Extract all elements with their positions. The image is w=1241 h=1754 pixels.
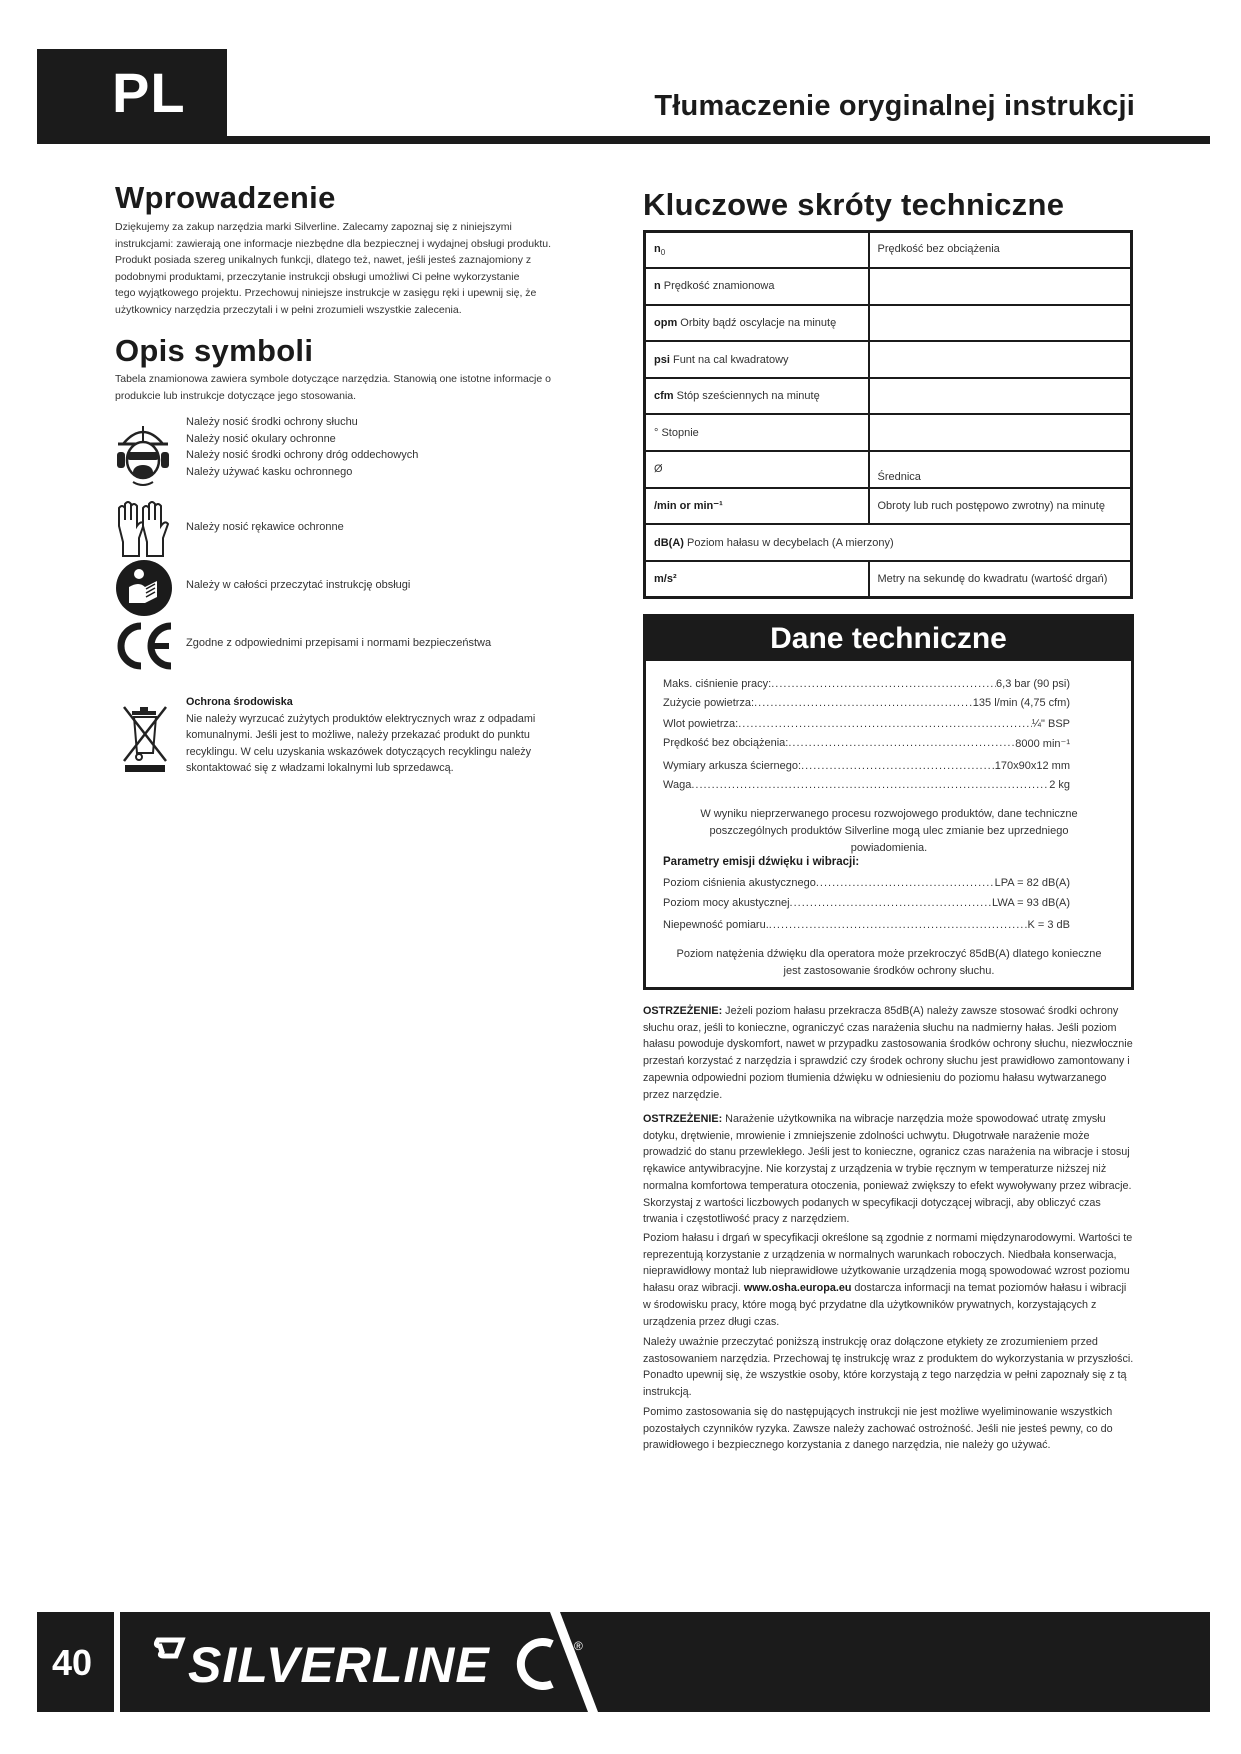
table-row — [645, 305, 1132, 342]
footer-slash-decoration — [540, 1612, 600, 1712]
abbr-meaning-cell — [869, 305, 1132, 342]
warning-noise: OSTRZEŻENIE: Jeżeli poziom hałasu przekracza 85dB(A) należy zawsze stosować środki ochrony słuchu oraz, jeśli to konieczne, ograniczyć czas narażenia słuchu na nadmierny hałas. Jeśli poziom hałasu powoduje dyskomfort, nawet w przypadku zastosowania środków ochrony słuchu, niezwłocznie przestań korzystać z narzędzia i sprawdzić czy środek ochrony słuchu jest prawidłowo zamontowany i zapewnia odpowiedni poziom tłumienia dźwięku w odniesieniu do poziomu hałasu wytwarzanego przez narzędzie. — [643, 1005, 1133, 1101]
hearing-eye-respiratory-helmet-icon — [113, 422, 173, 488]
intro-heading: Wprowadzenie — [115, 180, 336, 215]
tech-row: Wlot powietrza: ..... ¼" BSP — [663, 718, 1070, 730]
table-row — [645, 414, 1132, 451]
gloves-icon — [113, 500, 175, 560]
abbreviations-table — [643, 230, 1133, 599]
table-row — [645, 524, 1132, 561]
abbr-key-cell: psi Funt na cal kwadratowy — [645, 341, 869, 378]
emission-row: Poziom mocy akustycznej ..... LWA = 93 dB(A) — [663, 897, 1070, 909]
ce-mark-icon — [113, 618, 175, 674]
registered-mark: ® — [574, 1639, 583, 1653]
abbr-key-cell: ° Stopnie — [645, 414, 869, 451]
tech-row: Prędkość bez obciążenia: ..... 8000 min⁻¹ — [663, 737, 1070, 750]
symbol-4-text: Zgodne z odpowiednimi przepisami i normami bezpieczeństwa — [186, 637, 492, 649]
abbr-key-cell: n Prędkość znamionowa — [645, 268, 869, 305]
table-row — [645, 268, 1132, 305]
symbols-heading: Opis symboli — [115, 333, 314, 368]
abbr-meaning-cell — [869, 341, 1132, 378]
abbr-meaning-cell — [869, 268, 1132, 305]
read-manual-icon — [115, 559, 173, 617]
abbr-key-cell: cfm Stóp sześciennych na minutę — [645, 378, 869, 415]
header-rule — [37, 136, 1210, 144]
symbol-5-text: Ochrona środowiska Nie należy wyrzucać zużytych produktów elektrycznych wraz z odpadami komunalnymi. Jeśli jest to możliwe, należy przekazać produkt do punktu recyklingu. W celu uzyskania wskazówek dotyczących recyklingu należy skontaktować się z władzami lokalnymi lub sprzedawcą. — [186, 696, 536, 774]
table-row — [645, 378, 1132, 415]
emission-heading: Parametry emisji dźwięku i wibracji: — [663, 856, 860, 868]
abbr-meaning-cell: Obroty lub ruch postępowo zwrotny) na minutę — [869, 488, 1132, 525]
abbr-meaning-cell — [869, 378, 1132, 415]
tech-data-box — [643, 614, 1134, 990]
page-title: Tłumaczenie oryginalnej instrukcji — [654, 90, 1135, 122]
noise-vibration-paragraph: Poziom hałasu i drgań w specyfikacji określone są zgodnie z normami międzynarodowymi. Wartości te reprezentują korzystanie z urządzenia w normalnych warunkach roboczych. Niedbała konserwacja, nieprawidłowy montaż lub nieprawidłowe użytkowanie urządzenia mogą spowodować wzrost poziomu hałasu oraz wibracji. www.osha.europa.eu dostarcza informacji na temat poziomów hałasu i wibracji w środowisku pracy, które mogą być przydatne dla użytkowników prywatnych, korzystających z urządzenia przez długi czas. — [643, 1232, 1133, 1328]
symbol-1-text: Należy nosić środki ochrony słuchu Należy nosić okulary ochronne Należy nosić środki ochrony dróg oddechowych Należy używać kasku ochronnego — [186, 416, 419, 478]
residual-risk-paragraph: Pomimo zastosowania się do następujących instrukcji nie jest możliwe wyeliminowanie wszystkich pozostałych czynników ryzyka. Zawsze należy zachować ostrożność. Jeśli nie jesteś pewny, co do prawidłowego i bezpiecznego korzystania z danego narzędzia, nie należy go używać. — [643, 1406, 1113, 1452]
abbr-meaning-cell: Prędkość bez obciążenia — [869, 232, 1132, 269]
emission-row: Poziom ciśnienia akustycznego ..... LPA = 82 dB(A) — [663, 877, 1070, 889]
symbol-3-text: Należy w całości przeczytać instrukcję obsługi — [186, 579, 411, 591]
abbr-meaning-cell: Średnica — [869, 451, 1132, 488]
intro-paragraph: Dziękujemy za zakup narzędzia marki Silverline. Zalecamy zapoznaj się z niniejszymi instrukcjami: zawierają one informacje niezbędne dla bezpiecznej i wydajnej obsługi produktu. Produkt posiada szereg unikalnych funkcji, dlatego też, nawet, jeśli jesteś zaznajomiony z podobnymi produktami, przeczytanie instrukcji obsługi umożliwi Ci pełne wykorzystanie tego wyjątkowego projektu. Przechowuj niniejsze instrukcje w zasięgu ręki i upewnij się, że użytkownicy narzędzia przeczytali i w pełni zrozumieli wszystkie zalecenia. — [115, 221, 551, 316]
tech-row: Wymiary arkusza ściernego: ..... 170x90x12 mm — [663, 760, 1070, 772]
warning-vibration: OSTRZEŻENIE: Narażenie użytkownika na wibracje narzędzia może spowodować utratę zmysłu dotyku, drętwienie, mrowienie i zmniejszenie zdolności uchwytu. Długotrwałe narażenie może prowadzić do stanu przewlekłego. Jeśli jest to konieczne, ogranicz czas narażenia na wibracje i stosuj rękawice antywibracyjne. Nie korzystaj z urządzenia w trybie ręcznym w temperaturze niższej niż normalna komfortowa temperatura otoczenia, ponieważ zwiększy to efekt wywoływany przez wibracje. Skorzystaj z wartości liczbowych podanych w specyfikacji dotyczącej wibracji, aby obliczyć czas trwania i częstotliwość pracy z narzędziem. — [643, 1113, 1132, 1226]
table-row — [645, 341, 1132, 378]
brand-text: SILVERLINE — [188, 1637, 490, 1693]
footer-separator — [114, 1612, 120, 1712]
tech-note: W wyniku nieprzerwanego procesu rozwojowego produktów, dane techniczne poszczególnych produktów Silverline mogą ulec zmianie bez uprzedniego powiadomienia. — [700, 808, 1078, 854]
weee-bin-icon — [122, 703, 168, 773]
silverline-logo — [152, 1632, 602, 1694]
symbols-intro: Tabela znamionowa zawiera symbole dotyczące narzędzia. Stanowią one istotne informacje o produkcie lub instrukcje dotyczące jego stosowania. — [115, 373, 551, 402]
tech-row: Maks. ciśnienie pracy: ..... 6,3 bar (90 psi) — [663, 678, 1070, 690]
abbr-key-cell: $n_0$ — [645, 232, 869, 269]
language-code: PL — [112, 61, 186, 124]
abbreviations-heading: Kluczowe skróty techniczne — [643, 187, 1065, 222]
abbr-key-cell: m/s² — [645, 561, 869, 598]
abbr-key-cell: dB(A) Poziom hałasu w decybelach (A mierzony) — [645, 524, 1132, 561]
table-row — [645, 232, 1132, 269]
tech-row: Zużycie powietrza: ..... 135 l/min (4,75 cfm) — [663, 697, 1070, 709]
abbr-key-cell: /min or min⁻¹ — [645, 488, 869, 525]
tech-row: Waga ..... 2 kg — [663, 779, 1070, 791]
table-row — [645, 451, 1132, 488]
symbol-2-text: Należy nosić rękawice ochronne — [186, 521, 344, 533]
page-number: 40 — [52, 1642, 93, 1683]
abbr-key-cell: opm Orbity bądź oscylacje na minutę — [645, 305, 869, 342]
table-row — [645, 488, 1132, 525]
emission-row: Niepewność pomiaru. ..... K = 3 dB — [663, 919, 1070, 931]
emission-note: Poziom natężenia dźwięku dla operatora może przekroczyć 85dB(A) dlatego konieczne jest zastosowanie środków ochrony słuchu. — [676, 948, 1102, 977]
abbr-key-cell: Ø — [645, 451, 869, 488]
abbr-meaning-cell — [869, 414, 1132, 451]
abbr-meaning-cell: Metry na sekundę do kwadratu (wartość drgań) — [869, 561, 1132, 598]
tech-data-heading: Dane techniczne — [646, 617, 1131, 661]
osha-link: www.osha.europa.eu — [743, 1282, 852, 1295]
read-instructions-paragraph: Należy uważnie przeczytać poniższą instrukcję oraz dołączone etykiety ze zrozumieniem przed zastosowaniem narzędzia. Przechowaj tę instrukcję wraz z produktem do wykorzystania w przyszłości. Ponadto upewnij się, że wszystkie osoby, które korzystają z tego narzędzia w pełni zapoznały się z tą instrukcją. — [643, 1336, 1134, 1399]
table-row — [645, 561, 1132, 598]
